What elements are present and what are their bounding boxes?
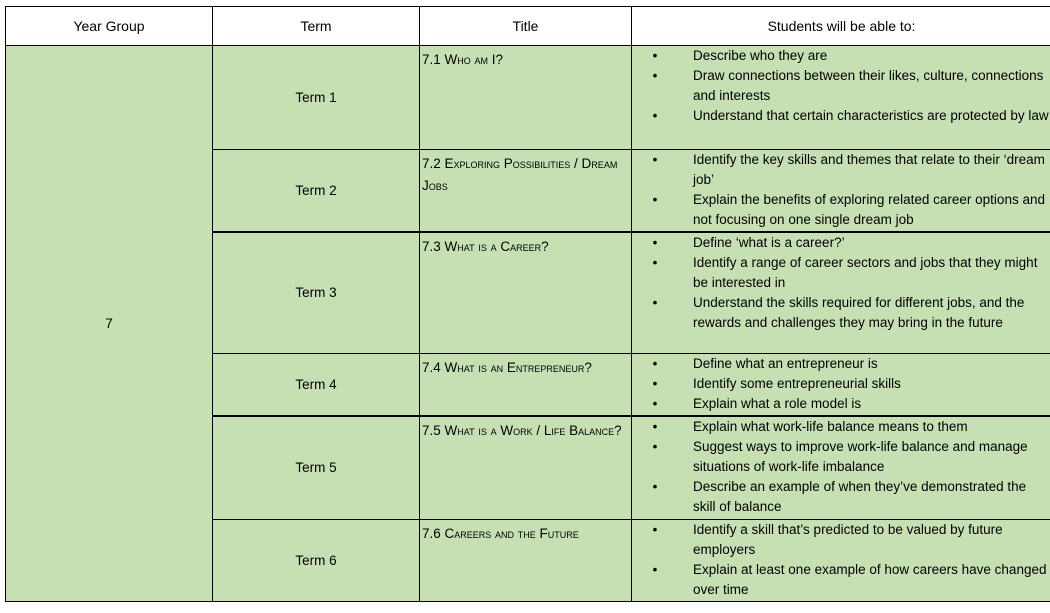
- year-group-cell: 7: [6, 46, 213, 602]
- title-cell: 7.6 Careers and the Future: [420, 520, 632, 602]
- outcome-item: • Explain what work-life balance means to them: [640, 417, 1049, 437]
- outcome-list: [640, 417, 1049, 517]
- outcome-item: • Identify the key skills and themes that relate to their ‘dream job’: [640, 150, 1049, 190]
- outcome-item: • Suggest ways to improve work-life balance and manage situations of work-life imbalance: [640, 437, 1049, 477]
- header-row: [6, 7, 1050, 46]
- header-year-group: Year Group: [6, 7, 213, 46]
- outcome-item: • Explain the benefits of exploring related career options and not focusing on one single dream job: [640, 190, 1049, 230]
- header-title: Title: [420, 7, 632, 46]
- outcome-item: • Explain at least one example of how careers have changed over time: [640, 560, 1049, 600]
- outcome-item: • Identify a skill that’s predicted to be valued by future employers: [640, 520, 1049, 560]
- title-cell: 7.5 What is a Work / Life Balance?: [420, 416, 632, 520]
- term-cell: Term 4: [213, 354, 420, 416]
- outcome-item: • Identify some entrepreneurial skills: [640, 374, 1049, 394]
- term-cell: Term 3: [213, 232, 420, 354]
- header-term: Term: [213, 7, 420, 46]
- title-cell: 7.2 Exploring Possibilities / Dream Jobs: [420, 150, 632, 232]
- outcome-item: • Understand the skills required for different jobs, and the rewards and challenges they may bring in the future: [640, 293, 1049, 333]
- table-row: [6, 46, 1050, 150]
- outcome-item: • Define what an entrepreneur is: [640, 354, 1049, 374]
- outcome-list: [640, 46, 1049, 126]
- outcome-item: • Understand that certain characteristics are protected by law: [640, 106, 1049, 126]
- outcome-list: [640, 354, 1049, 414]
- title-cell: 7.3 What is a Career?: [420, 232, 632, 354]
- outcome-item: • Identify a range of career sectors and jobs that they might be interested in: [640, 253, 1049, 293]
- curriculum-table: [5, 6, 1050, 602]
- outcome-item: • Describe who they are: [640, 46, 1049, 66]
- term-cell: Term 1: [213, 46, 420, 150]
- outcome-list: [640, 233, 1049, 333]
- outcomes-cell: [632, 150, 1050, 232]
- outcomes-cell: [632, 416, 1050, 520]
- term-cell: Term 6: [213, 520, 420, 602]
- outcomes-cell: [632, 354, 1050, 416]
- outcomes-cell: [632, 520, 1050, 602]
- title-cell: 7.1 Who am I?: [420, 46, 632, 150]
- title-cell: 7.4 What is an Entrepreneur?: [420, 354, 632, 416]
- term-cell: Term 2: [213, 150, 420, 232]
- outcome-item: • Define ‘what is a career?’: [640, 233, 1049, 253]
- outcome-item: • Explain what a role model is: [640, 394, 1049, 414]
- outcome-list: [640, 520, 1049, 600]
- outcome-list: [640, 150, 1049, 230]
- term-cell: Term 5: [213, 416, 420, 520]
- outcomes-cell: [632, 232, 1050, 354]
- outcomes-cell: [632, 46, 1050, 150]
- outcome-item: • Draw connections between their likes, culture, connections and interests: [640, 66, 1049, 106]
- header-outcomes: Students will be able to:: [632, 7, 1050, 46]
- outcome-item: • Describe an example of when they’ve demonstrated the skill of balance: [640, 477, 1049, 517]
